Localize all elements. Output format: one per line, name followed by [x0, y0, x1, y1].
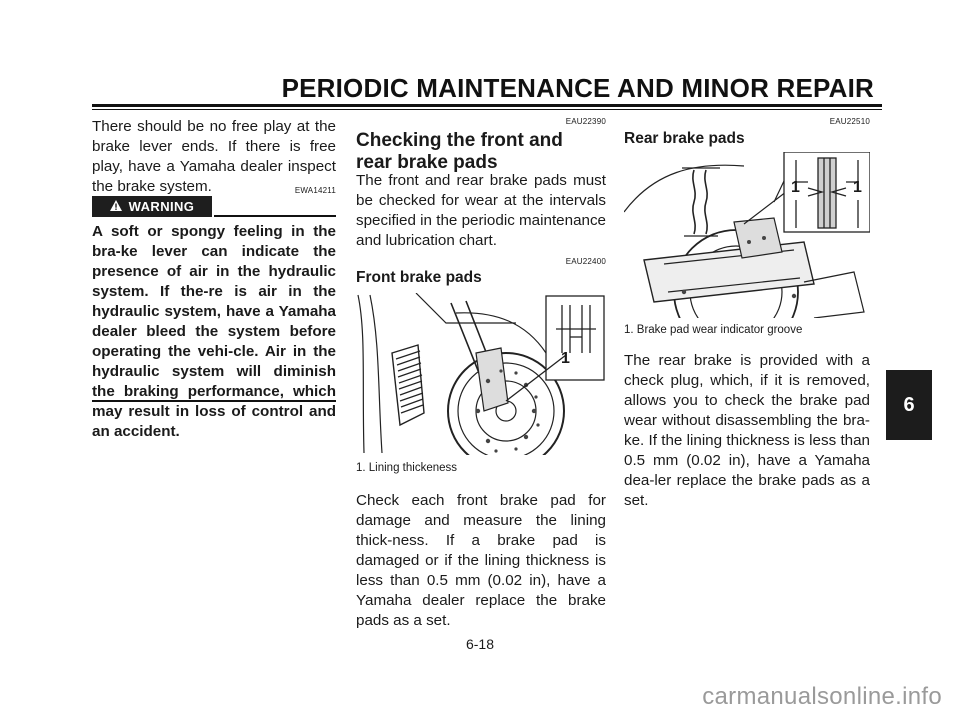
- front-figure-label: 1: [561, 350, 570, 367]
- front-paragraph: Check each front brake pad for damage and measure the lining thick-ness. If a brake pad is damaged or if the lining thickness is less than 0.5 mm (0.02 in), have a Yamaha dealer replace the brake pads as a set.: [356, 492, 606, 629]
- header-rule-thin: [92, 109, 882, 110]
- front-title: Front brake pads: [356, 269, 482, 286]
- warning-header-rule: [214, 215, 336, 217]
- intro-paragraph: There should be no free play at the brake lever ends. If there is free play, have a Yamaha dealer inspect the brake system.: [92, 118, 336, 195]
- rear-brake-figure: [624, 152, 870, 318]
- rear-caption: 1. Brake pad wear indicator groove: [624, 324, 803, 336]
- section-code: EAU22390: [565, 117, 606, 126]
- warning-text: A soft or spongy feeling in the bra-ke lever can indicate the presence of air in the hydraulic system. If the-re is air in the hydraulic system, have a Yamaha dealer bleed the system before operating the vehi-cle. Air in the hydraulic system will diminish the braking performance, which may result in loss of control and an accident.: [92, 223, 336, 440]
- rear-figure-label-left: 1: [791, 179, 800, 196]
- rear-figure-label-right: 1: [853, 179, 862, 196]
- page-number: 6-18: [465, 636, 495, 652]
- warning-triangle-icon: [110, 199, 122, 214]
- rear-paragraph: The rear brake is provided with a check plug, which, if it is removed, allows you to check the brake pad wear without disassembling the bra-ke. If the lining thickness is less than 0.5 mm (0.02 in), have a Yamaha dea-ler replace the brake pads as a set.: [624, 352, 870, 509]
- section-intro: The front and rear brake pads must be checked for wear at the intervals specified in the periodic maintenance and lubrication chart.: [356, 172, 606, 249]
- front-brake-illustration: [356, 293, 606, 455]
- rear-title: Rear brake pads: [624, 130, 745, 147]
- section-title: Checking the front and rear brake pads: [356, 130, 563, 173]
- warning-label: WARNING: [128, 199, 195, 214]
- header-rule: [92, 104, 882, 107]
- warning-code: EWA14211: [294, 186, 336, 195]
- warning-badge: [92, 196, 212, 217]
- rear-brake-illustration: [624, 152, 870, 318]
- front-code: EAU22400: [565, 257, 606, 266]
- front-brake-figure: [356, 293, 606, 455]
- page-title: PERIODIC MAINTENANCE AND MINOR REPAIR: [281, 73, 874, 103]
- warning-bottom-rule: [92, 400, 336, 402]
- front-caption: 1. Lining thickeness: [356, 462, 458, 474]
- warning-header: [92, 196, 336, 218]
- rear-code: EAU22510: [829, 117, 870, 126]
- chapter-tab: 6: [886, 370, 932, 440]
- watermark: carmanualsonline.info: [702, 683, 942, 710]
